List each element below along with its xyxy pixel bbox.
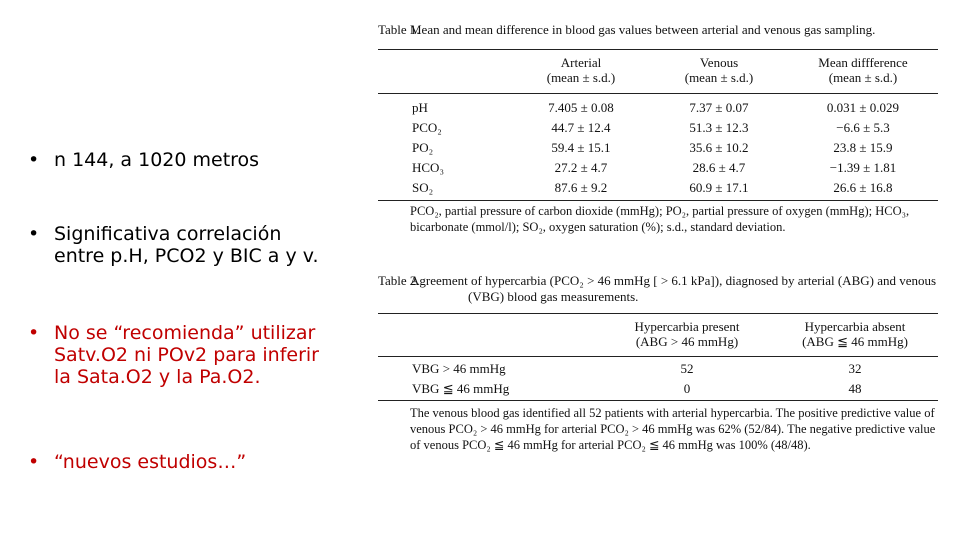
table2-label: Table 2. — [378, 273, 420, 288]
table1-col-difference: Mean diffference (mean ± s.d.) — [818, 55, 908, 85]
table1-col-arterial: Arterial (mean ± s.d.) — [546, 55, 616, 85]
bullet-dot: • — [28, 223, 40, 245]
bullet-item — [28, 322, 388, 388]
table2-caption — [378, 273, 938, 305]
param-cell: pH — [412, 100, 428, 115]
bullet-dot: • — [28, 322, 40, 344]
table-row — [378, 359, 938, 379]
arterial-cell: 59.4 ± 15.1 — [551, 140, 611, 155]
venous-cell: 28.6 ± 4.7 — [692, 160, 746, 175]
table1-header-row — [378, 55, 938, 85]
param-cell: PCO₂ — [412, 120, 442, 135]
venous-cell: 60.9 ± 17.1 — [689, 180, 749, 195]
venous-cell: 35.6 ± 10.2 — [689, 140, 749, 155]
table1-body — [378, 98, 938, 198]
venous-cell: 51.3 ± 12.3 — [689, 120, 749, 135]
bullet-item — [28, 149, 388, 171]
table1-bottom-rule — [378, 200, 938, 201]
absent-cell: 32 — [848, 361, 862, 376]
param-cell: HCO₃ — [412, 160, 444, 175]
table2-col-absent: Hypercarbia absent (ABG ≦ 46 mmHg) — [802, 319, 908, 349]
present-cell: 52 — [680, 361, 694, 376]
table2-header-rule — [378, 356, 938, 357]
bullet-item — [28, 451, 388, 473]
table1-caption-text: Mean and mean difference in blood gas values between arterial and venous gas sampling. — [410, 22, 876, 37]
difference-cell: −6.6 ± 5.3 — [836, 120, 890, 135]
table1 — [378, 55, 938, 85]
arterial-cell: 7.405 ± 0.08 — [548, 100, 614, 115]
table1-caption — [378, 22, 938, 38]
present-cell: 0 — [683, 381, 691, 396]
paper-excerpt — [378, 22, 938, 453]
table-row — [378, 178, 938, 198]
table2-caption-text: Agreement of hypercarbia (PCO₂ > 46 mmHg [ > 6.1 kPa]), diagnosed by arterial (ABG) and venous (VBG) blood gas measurements. — [410, 273, 937, 304]
bullet-dot: • — [28, 451, 40, 473]
bullet-item — [28, 223, 388, 267]
table-row — [378, 158, 938, 178]
table1-header-rule — [378, 93, 938, 94]
table1-label: Table 1. — [378, 22, 420, 37]
vbg-label-cell: VBG > 46 mmHg — [412, 361, 506, 376]
param-cell: PO₂ — [412, 140, 434, 155]
table-row — [378, 118, 938, 138]
table2-top-rule — [378, 313, 938, 314]
arterial-cell: 87.6 ± 9.2 — [554, 180, 608, 195]
table2-col-present: Hypercarbia present (ABG > 46 mmHg) — [634, 319, 740, 349]
arterial-cell: 44.7 ± 12.4 — [551, 120, 611, 135]
table-row — [378, 138, 938, 158]
vbg-label-cell: VBG ≦ 46 mmHg — [412, 381, 510, 396]
table1-footnote: PCO₂, partial pressure of carbon dioxide (mmHg); PO₂, partial pressure of oxygen (mmHg); HCO₃, bicarbonate (mmol/l); SO₂, oxygen saturation (%); s.d., standard deviation. — [410, 204, 910, 234]
table2 — [378, 319, 938, 349]
bullet-dot: • — [28, 149, 40, 171]
table2-body — [378, 359, 938, 399]
table1-col-venous: Venous (mean ± s.d.) — [684, 55, 754, 85]
bullet-text: n 144, a 1020 metros — [54, 149, 260, 171]
table2-footnote: The venous blood gas identified all 52 patients with arterial hypercarbia. The positive predictive value of venous PCO₂ > 46 mmHg for arterial PCO₂ > 46 mmHg was 62% (52/84). The negative predictive value of venous PCO₂ ≦ 46 mmHg for arterial PCO₂ ≦ 46 mmHg was 100% (48/48). — [410, 406, 936, 452]
param-cell: SO₂ — [412, 180, 434, 195]
arterial-cell: 27.2 ± 4.7 — [554, 160, 608, 175]
difference-cell: 26.6 ± 16.8 — [833, 180, 893, 195]
absent-cell: 48 — [848, 381, 862, 396]
table2-bottom-rule — [378, 400, 938, 401]
difference-cell: 23.8 ± 15.9 — [833, 140, 893, 155]
table-row — [378, 98, 938, 118]
difference-cell: −1.39 ± 1.81 — [829, 160, 897, 175]
difference-cell: 0.031 ± 0.029 — [826, 100, 900, 115]
table1-top-rule — [378, 49, 938, 50]
table2-header-row — [378, 319, 938, 349]
venous-cell: 7.37 ± 0.07 — [689, 100, 749, 115]
bullet-text: “nuevos estudios…” — [54, 451, 247, 473]
bullet-text: No se “recomienda” utilizar Satv.O2 ni POv2 para inferir la Sata.O2 y la Pa.O2. — [54, 322, 319, 388]
table-row — [378, 379, 938, 399]
bullet-text: Significativa correlación entre p.H, PCO2 y BIC a y v. — [54, 223, 319, 267]
